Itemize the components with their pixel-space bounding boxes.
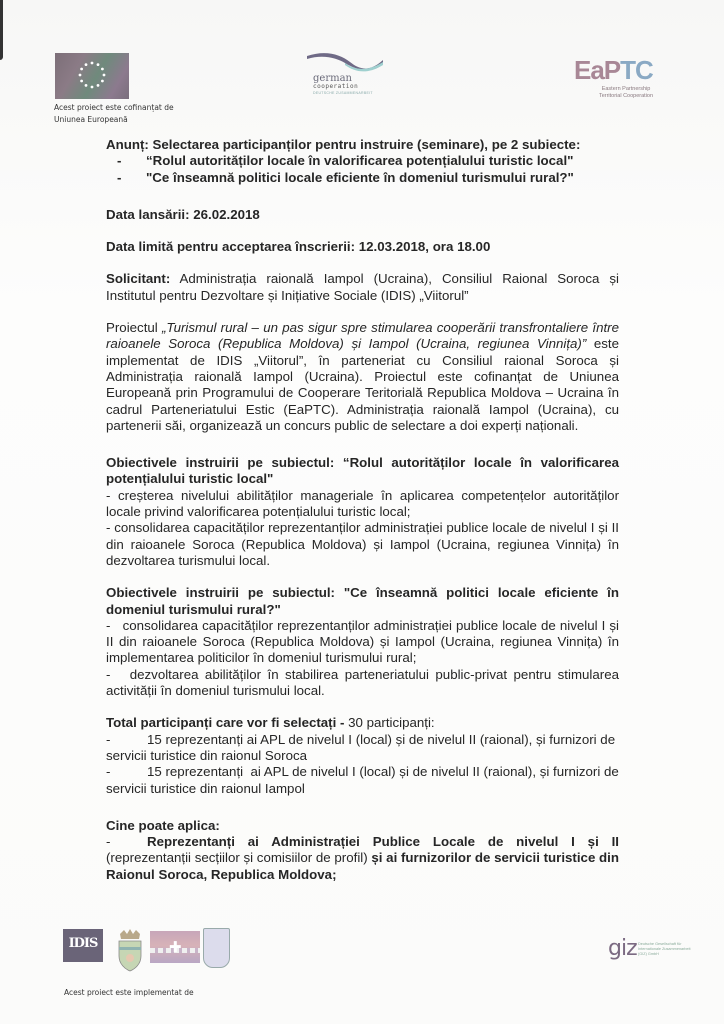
announcement-body bbox=[106, 137, 623, 883]
deadline bbox=[106, 239, 619, 255]
implementation-caption: Acest proiect este implementat de bbox=[64, 988, 194, 997]
bullet-dash: - bbox=[117, 169, 122, 185]
participants-label: Total participanți care vor fi selectați - bbox=[106, 715, 345, 731]
eaptc-logo bbox=[570, 52, 680, 122]
eaptc-mark-left: EaP bbox=[574, 55, 621, 85]
german-logo-subname: cooperation bbox=[313, 83, 359, 90]
eaptc-subtitle-line-2: Territorial Cooperation bbox=[598, 93, 654, 99]
iampol-flag-icon: ✚ bbox=[150, 931, 200, 963]
launch-date-label: Data lansării: bbox=[106, 206, 190, 222]
german-logo-tagline: DEUTSCHE ZUSAMMENARBEIT bbox=[313, 91, 373, 95]
idis-logo-icon: IDIS bbox=[63, 929, 103, 962]
eligibility-item-normal: (reprezentanții secțiilor și comisiilor de profil) bbox=[106, 850, 372, 866]
german-logo-name: german bbox=[313, 73, 352, 84]
announcement-title: Anunț: Selectarea participanților pentru instruire (seminare), pe 2 subiecte: bbox=[106, 137, 581, 152]
eu-caption-line-1: Acest proiect este cofinanțat de bbox=[54, 103, 174, 112]
objectives-2-item-1: - consolidarea capacităților reprezentanților administrației publice locale de nivelul I și II din raioanele Soroca (Republica Moldova) și Iampol (Ucraina, regiunea Vinnița) în implementarea politicilor în domeniul turismului rural; bbox=[106, 617, 623, 666]
eu-cofinancing-caption bbox=[54, 102, 174, 126]
eaptc-subtitle bbox=[594, 86, 658, 100]
german-cooperation-logo bbox=[305, 50, 415, 100]
participants-item-1 bbox=[106, 732, 619, 765]
eu-flag-icon bbox=[55, 53, 129, 99]
bullet-dash: - bbox=[106, 764, 111, 780]
eligibility-item-bold-2: și ai furnizorilor de servicii turistice din Raionul Soroca, Republica Moldova; bbox=[106, 850, 619, 882]
objectives-1-heading: Obiectivele instruirii pe subiectul: “Rolul autorităților locale în valorificarea potențialului turistic local" bbox=[106, 455, 619, 487]
eaptc-mark-icon bbox=[574, 56, 653, 84]
objectives-1-item-2: - consolidarea capacităților reprezentanților administrației publice locale de nivelul I și II din raioanele Soroca (Republica Moldova) și Iampol (Ucraina, regiunea Vinnița) în dezvoltarea turismului local. bbox=[106, 520, 619, 568]
soroca-crest-icon bbox=[116, 928, 144, 972]
applicant-label: Solicitant: bbox=[106, 271, 171, 287]
subject-text-2: "Ce înseamnă politici locale eficiente în domeniul turismului rural?" bbox=[146, 169, 574, 185]
launch-date-value: 26.02.2018 bbox=[193, 206, 260, 222]
participants-value: 30 participanți: bbox=[344, 715, 435, 731]
eligibility-item-bold-1: Reprezentanți ai Administrației Publice Locale de nivelul I și II bbox=[147, 834, 619, 850]
eligibility-item-1 bbox=[106, 834, 619, 883]
participants-total bbox=[106, 715, 619, 731]
scan-edge bbox=[0, 0, 3, 60]
giz-logo bbox=[608, 936, 691, 961]
applicant-text: Administrația raională Iampol (Ucraina), Consiliul Raional Soroca și Institutul pentru Dezvoltare și Inițiative Sociale (IDIS) „Viitorul” bbox=[106, 271, 619, 303]
eaptc-subtitle-line-1: Eastern Partnership bbox=[601, 86, 651, 92]
german-cooperation-wave-icon bbox=[305, 50, 385, 74]
participants-item-2 bbox=[106, 764, 623, 797]
deadline-label: Data limită pentru acceptarea înscrierii: bbox=[106, 239, 356, 255]
participants-item-1-text: 15 reprezentanți ai APL de nivelul I (local) și de nivelul II (raional), și furnizori de servicii turistice din raionul Soroca bbox=[106, 731, 619, 763]
objectives-2-item-2: - dezvoltarea abilităților în stabilirea parteneriatului public-privat pentru stimularea activității în domeniul turismului local. bbox=[106, 666, 623, 699]
subject-item-1 bbox=[106, 153, 619, 169]
eaptc-mark-right: TC bbox=[620, 55, 653, 85]
applicant-paragraph bbox=[106, 271, 619, 304]
subject-item-2 bbox=[106, 170, 619, 186]
objectives-1-item-1: - creșterea nivelului abilităților manageriale în aplicarea competențelor autorităților locale privind valorificarea potențialului turistic local; bbox=[106, 487, 619, 520]
deadline-value: 12.03.2018, ora 18.00 bbox=[358, 239, 491, 255]
bullet-dash: - bbox=[117, 153, 122, 169]
subject-text-1: “Rolul autorităților locale în valorificarea potențialului turistic local" bbox=[146, 153, 574, 169]
project-title: „Turismul rural – un pas sigur spre stimularea cooperării transfrontaliere între raioanele Soroca (Republica Moldova) și Iampol (Ucraina, regiunea Vinnița)” bbox=[106, 320, 619, 352]
bullet-dash: - bbox=[106, 834, 111, 850]
participants-item-2-text: 15 reprezentanți ai APL de nivelul I (local) și de nivelul II (raional), și furnizori de servicii turistice din raionul Iampol bbox=[106, 764, 623, 796]
eligibility-heading: Cine poate aplica: bbox=[106, 817, 220, 833]
project-lead: Proiectul bbox=[106, 320, 162, 336]
giz-subtitle: Deutsche Gesellschaft für Internationale Zusammenarbeit (GIZ) GmbH bbox=[638, 942, 691, 956]
launch-date bbox=[106, 207, 619, 223]
objectives-2-heading: Obiectivele instruirii pe subiectul: "Ce înseamnă politici locale eficiente în domeniul turismului rural?" bbox=[106, 585, 619, 617]
bullet-dash: - bbox=[106, 731, 111, 747]
giz-mark-icon: giz bbox=[608, 936, 637, 961]
iampol-crest-icon bbox=[203, 928, 230, 968]
project-paragraph bbox=[106, 320, 619, 434]
eu-caption-line-2: Uniunea Europeană bbox=[54, 115, 128, 124]
project-description: este implementat de IDIS „Viitorul”, în parteneriat cu Consiliul raional Soroca și Administrația raională Iampol (Ucraina). Proiectul este cofinanțat de Uniunea Europeană prin Programului de Cooperare Teritorială Republica Moldova – Ucraina în cadrul Parteneriatului Estic (EaPTC). Administrația raională Iampol (Ucraina), cu partenerii săi, organizează un concurs public de selectare a doi experți naționali. bbox=[106, 336, 620, 433]
